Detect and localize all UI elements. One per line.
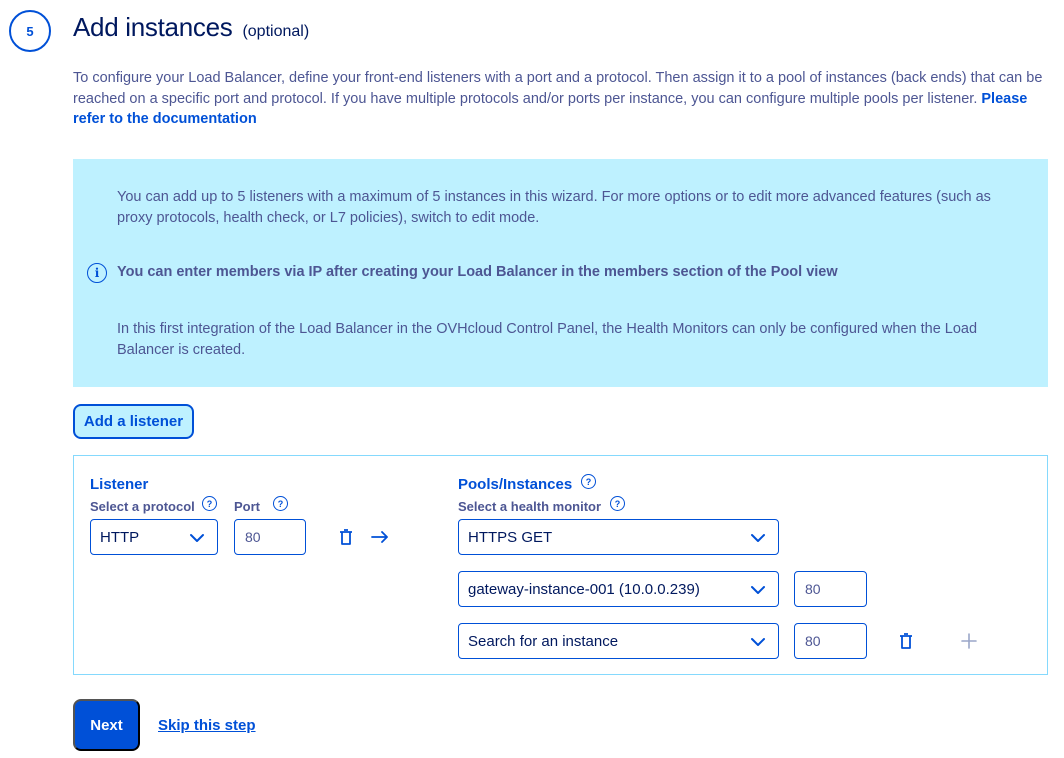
chevron-down-icon [750,530,766,546]
health-monitor-help-icon[interactable]: ? [610,496,625,511]
info-icon: i [87,263,107,283]
skip-step-link[interactable]: Skip this step [158,717,256,734]
trash-icon [899,633,913,649]
chevron-down-icon [750,582,766,598]
listener-card [73,455,1048,675]
listener-heading: Listener [90,476,149,493]
port-label: Port [234,499,260,514]
trash-icon [339,529,353,545]
instance-search-select[interactable] [458,623,779,659]
info-members-note: You can enter members via IP after creating your Load Balancer in the members section of the Pool view [117,264,838,280]
arrow-right-icon [370,528,390,546]
protocol-select[interactable] [90,519,218,555]
info-banner [73,159,1048,387]
pools-help-icon[interactable]: ? [581,474,596,489]
next-button[interactable]: Next [73,699,140,751]
add-listener-button[interactable]: Add a listener [73,404,194,439]
protocol-label: Select a protocol [90,499,195,514]
protocol-help-icon[interactable]: ? [202,496,217,511]
health-monitor-label: Select a health monitor [458,499,602,514]
pools-heading: Pools/Instances [458,476,573,493]
info-paragraph-health-monitors: In this first integration of the Load Balancer in the OVHcloud Control Panel, the Health Monitors can only be configured when the Load Balancer is created. [117,321,978,358]
optional-label: (optional) [242,23,310,40]
instance-select-value: gateway-instance-001 (10.0.0.239) [468,580,700,598]
listener-port-value: 80 [245,529,261,545]
instance-port-input[interactable] [794,571,867,607]
instance-port-input[interactable] [794,623,867,659]
protocol-select-value: HTTP [100,528,140,546]
health-monitor-select[interactable] [458,519,779,555]
documentation-link[interactable]: Please refer to the documentation [73,90,1028,127]
instance-port-value: 80 [805,581,821,597]
instance-search-placeholder: Search for an instance [468,632,619,650]
instance-port-value: 80 [805,633,821,649]
info-paragraph-limits: You can add up to 5 listeners with a maximum of 5 instances in this wizard. For more options or to edit more advanced features (such as proxy protocols, health check, or L7 policies), switch to edit mode. [117,189,991,226]
step-number-badge: 5 [9,10,51,52]
instance-select[interactable] [458,571,779,607]
port-help-icon[interactable]: ? [273,496,288,511]
listener-port-input[interactable] [234,519,306,555]
step-header [73,12,309,43]
chevron-down-icon [750,634,766,650]
add-instance-button[interactable] [960,632,978,650]
delete-listener-button[interactable] [337,528,355,546]
intro-paragraph: To configure your Load Balancer, define your front-end listeners with a port and a protocol. Then assign it to a pool of instances (back ends) that can be reached on a specific port and protocol. If you have multiple protocols and/or ports per instance, you can configure multiple pools per listener. [73,70,1043,107]
chevron-down-icon [189,530,205,546]
delete-instance-button[interactable] [897,632,915,650]
intro-text [73,68,1048,130]
plus-icon [961,633,977,649]
page-title: Add instances [73,12,233,42]
health-monitor-value: HTTPS GET [468,528,553,546]
